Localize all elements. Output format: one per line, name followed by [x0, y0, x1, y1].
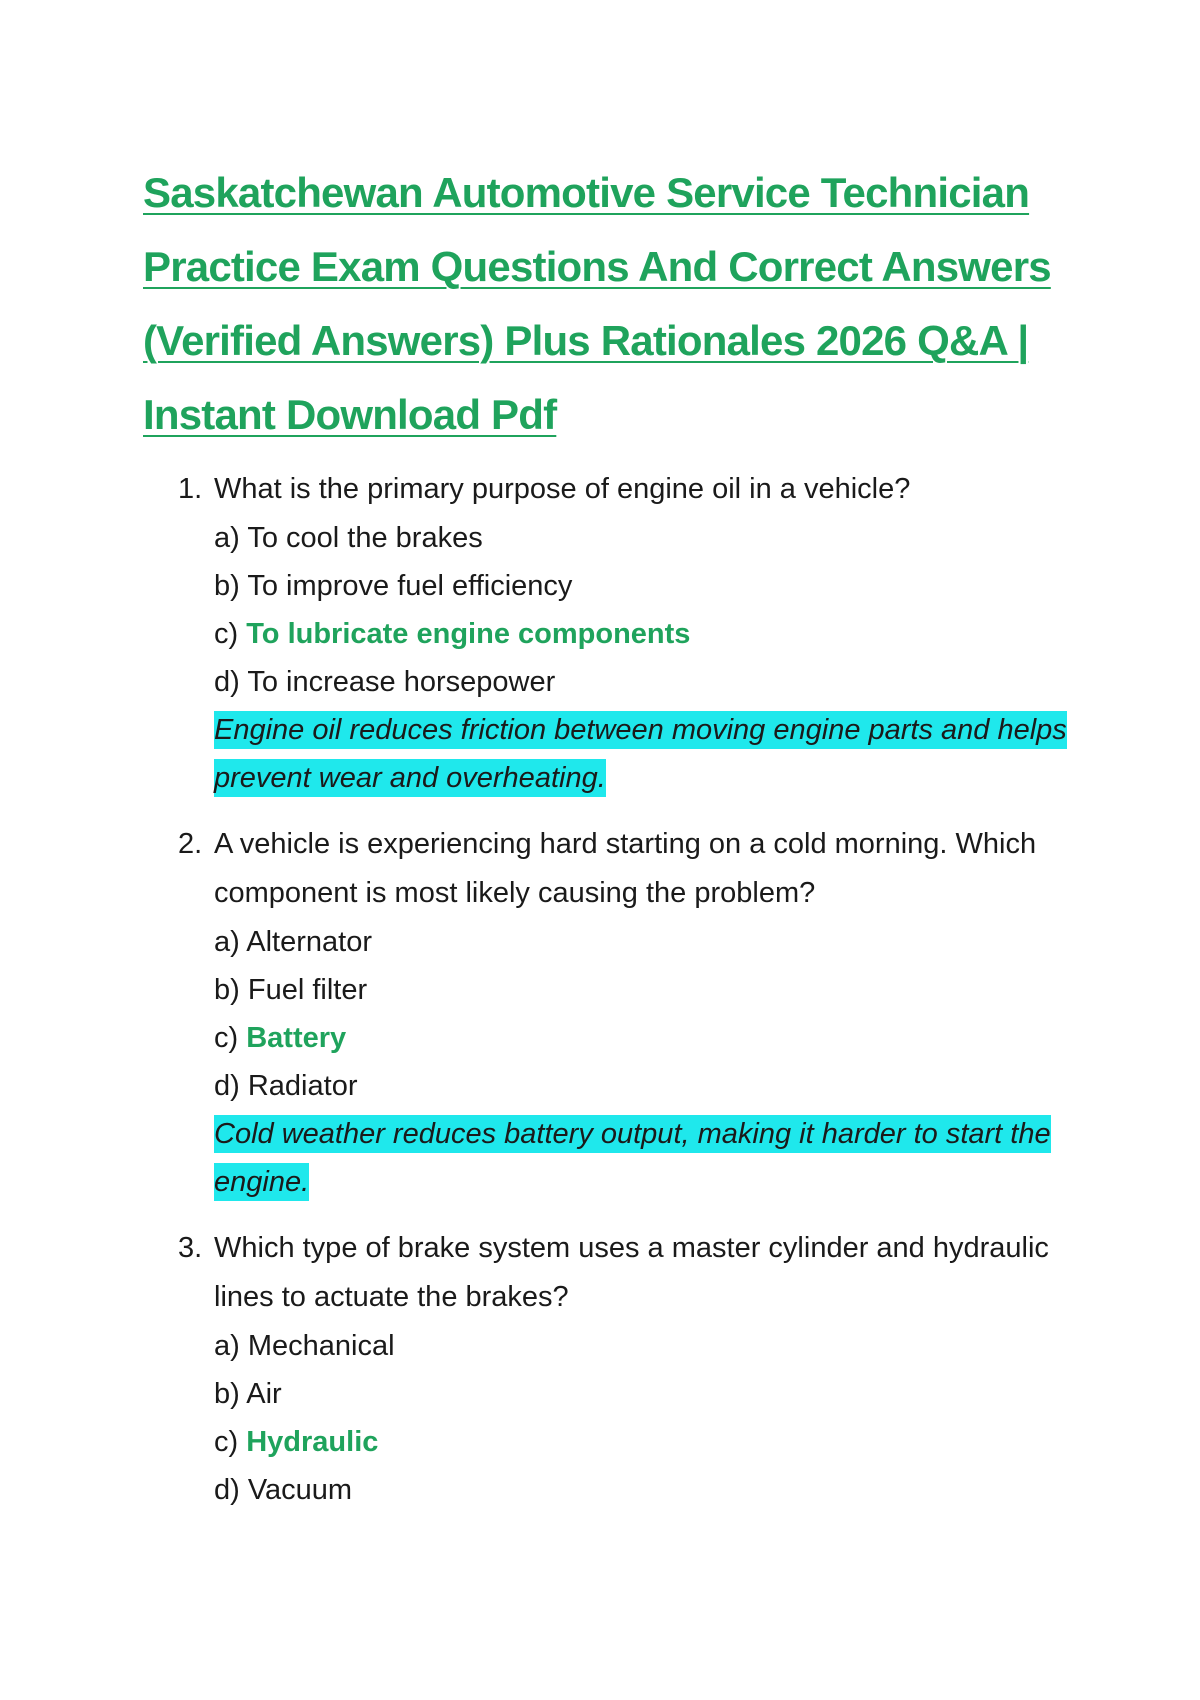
- question-number: 1.: [178, 473, 203, 505]
- option-text: Alternator: [246, 926, 372, 958]
- question-list: [178, 465, 1078, 1514]
- option-text: Fuel filter: [247, 974, 368, 1006]
- option-prefix: c): [214, 1022, 239, 1054]
- option-prefix: d): [214, 666, 240, 698]
- question-text: Which type of brake system uses a master cylinder and hydraulic lines to actuate the brakes?: [214, 1232, 1049, 1313]
- option-prefix: a): [214, 522, 240, 554]
- answer-option: [214, 658, 1078, 706]
- answer-option-correct: [214, 1014, 1078, 1062]
- document-title-link[interactable]: Saskatchewan Automotive Service Technician Practice Exam Questions And Correct Answers (Verified Answers) Plus Rationales 2026 Q&A | Instant Download Pdf: [143, 169, 1051, 438]
- option-prefix: b): [214, 570, 240, 602]
- option-text: Air: [246, 1378, 282, 1410]
- option-text: To improve fuel efficiency: [247, 570, 573, 602]
- rationale-text: Engine oil reduces friction between moving engine parts and helps prevent wear and overheating.: [214, 711, 1067, 797]
- answer-option: [214, 966, 1078, 1014]
- answer-option: [214, 918, 1078, 966]
- option-text: To increase horsepower: [247, 666, 556, 698]
- option-prefix: d): [214, 1070, 240, 1102]
- option-prefix: c): [214, 1426, 239, 1458]
- option-text: Mechanical: [247, 1330, 395, 1362]
- question-number: 2.: [178, 828, 203, 860]
- option-prefix: b): [214, 1378, 240, 1410]
- answer-option: [214, 1466, 1078, 1514]
- question-item: [178, 1224, 1078, 1514]
- correct-answer-text: Hydraulic: [246, 1426, 379, 1458]
- option-prefix: c): [214, 618, 239, 650]
- option-prefix: d): [214, 1474, 240, 1506]
- question-item: [178, 465, 1078, 802]
- option-prefix: b): [214, 974, 240, 1006]
- correct-answer-text: To lubricate engine components: [246, 618, 691, 650]
- question-item: [178, 820, 1078, 1206]
- answer-option: [214, 514, 1078, 562]
- answer-option: [214, 1322, 1078, 1370]
- rationale: [214, 706, 1078, 802]
- question-text: What is the primary purpose of engine oil in a vehicle?: [214, 473, 911, 505]
- question-text: A vehicle is experiencing hard starting on a cold morning. Which component is most likely causing the problem?: [214, 828, 1037, 909]
- answer-option: [214, 562, 1078, 610]
- option-prefix: a): [214, 926, 240, 958]
- rationale-text: Cold weather reduces battery output, making it harder to start the engine.: [214, 1115, 1051, 1201]
- option-prefix: a): [214, 1330, 240, 1362]
- option-text: To cool the brakes: [247, 522, 483, 554]
- document-title[interactable]: [143, 156, 1073, 452]
- question-number: 3.: [178, 1232, 203, 1264]
- answer-option: [214, 1062, 1078, 1110]
- answer-option-correct: [214, 1418, 1078, 1466]
- option-text: Vacuum: [247, 1474, 353, 1506]
- correct-answer-text: Battery: [246, 1022, 347, 1054]
- option-text: Radiator: [247, 1070, 358, 1102]
- answer-option: [214, 1370, 1078, 1418]
- answer-option-correct: [214, 610, 1078, 658]
- rationale: [214, 1110, 1078, 1206]
